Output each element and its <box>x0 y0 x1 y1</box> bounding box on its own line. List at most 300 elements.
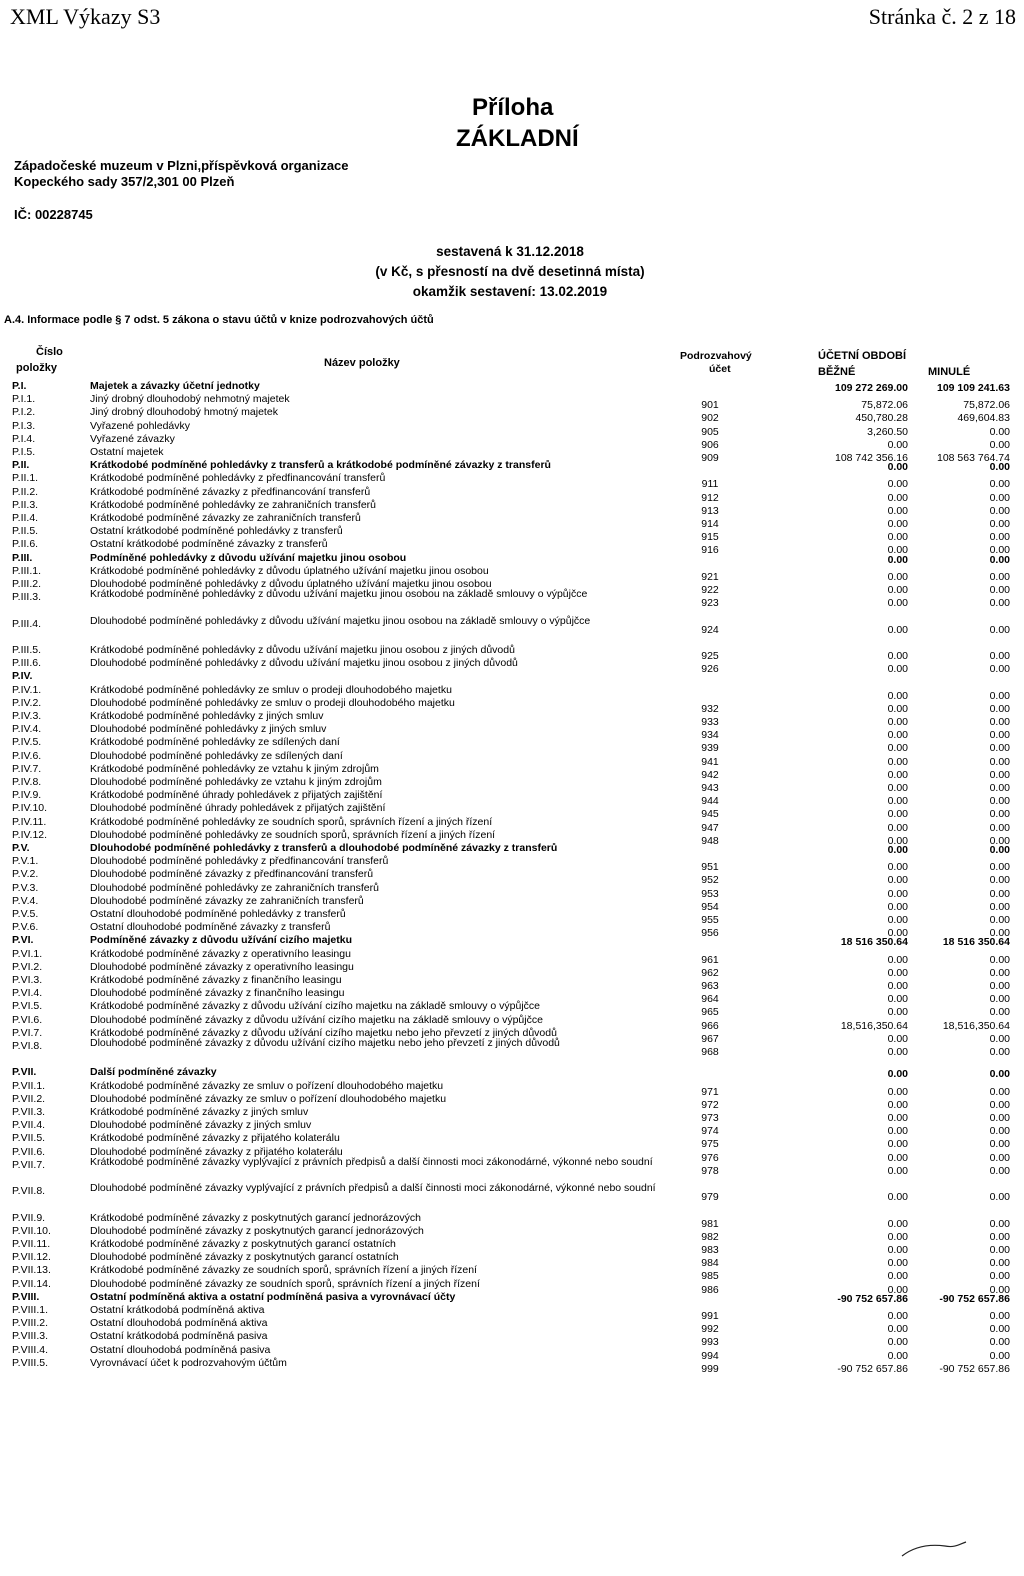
row-code: P.VII.4. <box>12 1119 46 1132</box>
row-code: P.V.5. <box>12 908 39 920</box>
row-code: P.VIII.5. <box>12 1356 48 1369</box>
row-current-value: 0.00 <box>887 1191 908 1204</box>
row-code: P.IV.5. <box>12 736 42 749</box>
row-name: Krátkodobé podmíněné závazky z poskytnutých garancí jednorázových <box>90 1211 421 1224</box>
row-name: Ostatní dlouhodobé podmíněné pohledávky z transferů <box>90 908 346 920</box>
row-current-value: 0.00 <box>887 834 908 847</box>
row-account: 945 <box>701 808 719 821</box>
row-current-value: 0.00 <box>887 544 908 557</box>
row-name: Krátkodobé podmíněné pohledávky z předfinancování transferů <box>90 472 386 485</box>
row-code: P.IV.12. <box>12 828 48 841</box>
row-code: P.I.5. <box>12 446 36 458</box>
row-current-value: 0.00 <box>887 518 908 530</box>
row-current-value: 0.00 <box>887 553 908 566</box>
row-account: 991 <box>701 1310 719 1322</box>
row-name: Dlouhodobé podmíněné pohledávky z důvodu užívání majetku jinou osobou z jiných důvodů <box>90 657 518 670</box>
row-previous-value: 0.00 <box>989 795 1010 808</box>
row-account: 973 <box>701 1112 719 1124</box>
row-account: 912 <box>701 491 719 504</box>
row-account: 955 <box>701 914 719 926</box>
row-name: Ostatní dlouhodobá podmíněná pasiva <box>90 1343 271 1356</box>
row-previous-value: 0.00 <box>989 900 1010 913</box>
row-previous-value: 0.00 <box>989 531 1010 544</box>
row-code: P.V.4. <box>12 894 39 907</box>
row-previous-value: 0.00 <box>989 755 1010 768</box>
row-current-value: 0.00 <box>887 980 908 992</box>
row-name: Jiný drobný dlouhodobý hmotný majetek <box>90 406 278 419</box>
row-previous-value: 0.00 <box>989 821 1010 834</box>
row-account: 939 <box>701 742 719 755</box>
row-current-value: 0.00 <box>887 478 908 491</box>
row-current-value: 0.00 <box>887 874 908 887</box>
row-previous-value: 0.00 <box>989 478 1010 491</box>
row-code: P.I.2. <box>12 406 36 419</box>
row-previous-value: 0.00 <box>989 1085 1010 1098</box>
row-code: P.I.4. <box>12 432 36 445</box>
row-code: P.VIII.4. <box>12 1343 48 1356</box>
row-code: P.III.1. <box>12 564 41 577</box>
signature-mark <box>900 1540 970 1560</box>
row-current-value: 0.00 <box>887 1068 908 1081</box>
row-account: 926 <box>701 663 719 676</box>
row-code: P.VIII.1. <box>12 1304 48 1316</box>
row-current-value: 0.00 <box>887 768 908 781</box>
row-account: 944 <box>701 795 719 808</box>
row-account: 983 <box>701 1244 719 1256</box>
row-name: Krátkodobé podmíněné závazky z jiných smluv <box>90 1106 309 1118</box>
row-previous-value: 0.00 <box>989 1138 1010 1151</box>
row-code: P.VI.8. <box>12 1040 43 1052</box>
row-previous-value: -90 752 657.86 <box>939 1362 1010 1375</box>
row-previous-value: 0.00 <box>989 808 1010 821</box>
row-account: 933 <box>701 716 719 728</box>
row-name: Dlouhodobé podmíněné závazky z poskytnutých garancí ostatních <box>90 1251 399 1264</box>
row-current-value: 0.00 <box>887 663 908 676</box>
row-account: 906 <box>701 438 719 451</box>
row-current-value: 0.00 <box>887 1310 908 1322</box>
row-name: Dlouhodobé podmíněné pohledávky ze zahraničních transferů <box>90 881 379 894</box>
row-name: Krátkodobé podmíněné pohledávky z důvodu užívání majetku jinou osobou z jiných důvodů <box>90 644 515 656</box>
row-code: P.IV.8. <box>12 776 42 788</box>
row-code: P.IV.9. <box>12 789 42 802</box>
row-current-value: 0.00 <box>887 927 908 940</box>
row-current-value: 0.00 <box>887 729 908 742</box>
row-previous-value: 0.00 <box>989 742 1010 755</box>
row-previous-value: 0.00 <box>989 966 1010 979</box>
row-account: 911 <box>701 478 719 491</box>
row-account: 925 <box>701 650 719 662</box>
row-code: P.V.3. <box>12 881 39 894</box>
row-current-value: 0.00 <box>887 1085 908 1098</box>
row-previous-value: 108 563 764.74 <box>937 452 1010 464</box>
row-previous-value: 0.00 <box>989 1032 1010 1045</box>
row-account: 975 <box>701 1138 719 1151</box>
row-account: 967 <box>701 1032 719 1045</box>
row-previous-value: 0.00 <box>989 1098 1010 1111</box>
row-previous-value: 0.00 <box>989 702 1010 715</box>
row-previous-value: 0.00 <box>989 1164 1010 1177</box>
row-name: Krátkodobé podmíněné závazky z operativního leasingu <box>90 947 351 960</box>
row-name: Dlouhodobé podmíněné závazky z finančního leasingu <box>90 987 345 1000</box>
row-name: Krátkodobé podmíněné pohledávky z transferů a krátkodobé podmíněné závazky z transferů <box>90 459 551 472</box>
row-current-value: 0.00 <box>887 650 908 662</box>
row-account: 956 <box>701 927 719 940</box>
row-account: 981 <box>701 1217 719 1230</box>
row-current-value: 0.00 <box>887 966 908 979</box>
row-previous-value: 0.00 <box>989 689 1010 702</box>
row-code: P.I.3. <box>12 419 36 432</box>
row-account: 976 <box>701 1151 719 1164</box>
row-name: Krátkodobé podmíněné pohledávky ze sdílených daní <box>90 736 340 749</box>
row-account: 943 <box>701 782 719 794</box>
row-account: 965 <box>701 1006 719 1019</box>
row-current-value: 0.00 <box>887 623 908 636</box>
row-name: Krátkodobé podmíněné závazky z přijatého kolaterálu <box>90 1132 340 1145</box>
row-name: Ostatní majetek <box>90 446 164 458</box>
row-code: P.II.4. <box>12 512 39 524</box>
row-code: P.VI.1. <box>12 947 43 960</box>
row-code: P.VI.3. <box>12 974 43 986</box>
row-code: P.VI.4. <box>12 987 43 1000</box>
row-account: 971 <box>701 1085 719 1098</box>
row-account: 934 <box>701 729 719 742</box>
row-current-value: 0.00 <box>887 1098 908 1111</box>
row-code: P.IV.2. <box>12 696 42 709</box>
row-previous-value: 0.00 <box>989 729 1010 742</box>
row-account: 947 <box>701 821 719 834</box>
row-current-value: 109 272 269.00 <box>835 382 908 394</box>
row-name: Krátkodobé podmíněné závazky z předfinancování transferů <box>90 485 371 498</box>
row-code: P.I. <box>12 380 27 392</box>
row-code: P.II.3. <box>12 498 39 511</box>
row-account: 913 <box>701 504 719 517</box>
row-name: Dlouhodobé podmíněné závazky z důvodu užívání cizího majetku na základě smlouvy o výpůjčce <box>90 1013 543 1026</box>
row-current-value: 0.00 <box>887 461 908 474</box>
row-name: Krátkodobé podmíněné pohledávky z důvodu úplatného užívání majetku jinou osobou <box>90 564 489 577</box>
row-previous-value: 0.00 <box>989 993 1010 1006</box>
row-previous-value: 0.00 <box>989 1068 1010 1081</box>
row-previous-value: 0.00 <box>989 518 1010 530</box>
row-account: 922 <box>701 584 719 596</box>
row-code: P.II.1. <box>12 472 39 485</box>
row-previous-value: 0.00 <box>989 1230 1010 1243</box>
row-account: 901 <box>701 399 719 412</box>
row-current-value: 0.00 <box>887 1032 908 1045</box>
row-previous-value: 0.00 <box>989 914 1010 926</box>
row-previous-value: 0.00 <box>989 1191 1010 1204</box>
row-previous-value: 0.00 <box>989 1151 1010 1164</box>
row-name: Krátkodobé podmíněné úhrady pohledávek z přijatých zajištění <box>90 789 383 802</box>
row-current-value: 0.00 <box>887 844 908 856</box>
row-current-value: 0.00 <box>887 808 908 821</box>
row-code: P.VII.6. <box>12 1145 46 1158</box>
row-code: P.III.2. <box>12 578 41 590</box>
row-previous-value: 0.00 <box>989 491 1010 504</box>
row-current-value: 0.00 <box>887 742 908 755</box>
row-code: P.IV.7. <box>12 762 42 775</box>
row-previous-value: 0.00 <box>989 597 1010 610</box>
row-code: P.III.4. <box>12 617 41 630</box>
row-account: 968 <box>701 1046 719 1058</box>
row-name: Krátkodobé podmíněné pohledávky z jiných smluv <box>90 710 324 722</box>
row-previous-value: 18 516 350.64 <box>942 936 1010 949</box>
row-previous-value: 0.00 <box>989 584 1010 596</box>
row-previous-value: 0.00 <box>989 1244 1010 1256</box>
row-current-value: 75,872.06 <box>861 399 908 412</box>
row-account: 902 <box>701 412 719 425</box>
row-name: Dlouhodobé podmíněné pohledávky ze smluv o prodeji dlouhodobého majetku <box>90 696 455 709</box>
row-previous-value: 0.00 <box>989 544 1010 557</box>
row-account: 966 <box>701 1019 719 1032</box>
row-name: Majetek a závazky účetní jednotky <box>90 380 260 392</box>
row-current-value: 450,780.28 <box>855 412 908 425</box>
row-code: P.VII.1. <box>12 1079 46 1092</box>
row-code: P.VI.6. <box>12 1013 43 1026</box>
row-code: P.VII.2. <box>12 1092 46 1105</box>
row-code: P.IV.1. <box>12 683 42 696</box>
header-left: XML Výkazy S3 <box>10 4 161 29</box>
row-previous-value: 0.00 <box>989 874 1010 887</box>
row-previous-value: 0.00 <box>989 834 1010 847</box>
row-previous-value: 0.00 <box>989 1336 1010 1349</box>
row-code: P.VI.7. <box>12 1026 43 1039</box>
row-previous-value: 0.00 <box>989 1046 1010 1058</box>
row-current-value: 0.00 <box>887 1323 908 1336</box>
row-code: P.III.5. <box>12 644 41 656</box>
row-account: 916 <box>701 544 719 557</box>
row-previous-value: 0.00 <box>989 716 1010 728</box>
row-account: 993 <box>701 1336 719 1349</box>
row-account: 999 <box>701 1362 719 1375</box>
row-name: Krátkodobé podmíněné závazky z důvodu užívání cizího majetku nebo jeho převzetí z jiných důvodů <box>90 1026 557 1039</box>
row-name: Podmíněné závazky z důvodu užívání cizího majetku <box>90 934 352 947</box>
row-account: 992 <box>701 1323 719 1336</box>
row-code: P.IV.6. <box>12 749 42 762</box>
org-ic: IČ: 00228745 <box>14 207 93 222</box>
row-account: 985 <box>701 1270 719 1283</box>
col-current-header: BĚŽNÉ <box>818 366 856 378</box>
row-name: Ostatní dlouhodobé podmíněné závazky z transferů <box>90 921 331 934</box>
row-name: Krátkodobé podmíněné závazky ze soudních sporů, správních řízení a jiných řízení <box>90 1264 477 1277</box>
row-previous-value: 0.00 <box>989 1283 1010 1296</box>
row-code: P.IV.3. <box>12 710 42 722</box>
row-code: P.VI. <box>12 934 34 947</box>
row-previous-value: 0.00 <box>989 1217 1010 1230</box>
row-current-value: 0.00 <box>887 1151 908 1164</box>
row-current-value: 0.00 <box>887 1125 908 1138</box>
row-name: Vyřazené pohledávky <box>90 419 191 432</box>
row-previous-value: 0.00 <box>989 504 1010 517</box>
compile-moment: okamžik sestavení: 13.02.2019 <box>412 284 608 299</box>
row-account: 924 <box>701 623 719 636</box>
row-name: Krátkodobé podmíněné závazky vyplývající z právních předpisů a další činnosti moci zákonodárné, výkonné nebo soudní <box>90 1155 653 1168</box>
row-current-value: 0.00 <box>887 491 908 504</box>
row-account: 951 <box>701 861 719 874</box>
table-row <box>0 614 1024 638</box>
row-name: Dlouhodobé podmíněné závazky z přijatého kolaterálu <box>90 1145 343 1158</box>
row-name: Dlouhodobé podmíněné pohledávky z předfinancování transferů <box>90 855 389 868</box>
row-previous-value: 0.00 <box>989 1257 1010 1270</box>
row-current-value: -90 752 657.86 <box>837 1362 908 1375</box>
row-previous-value: 109 109 241.63 <box>937 382 1010 394</box>
row-name: Dlouhodobé podmíněné závazky ze zahraničních transferů <box>90 894 364 907</box>
row-previous-value: 75,872.06 <box>963 399 1010 412</box>
row-name: Ostatní dlouhodobá podmíněná aktiva <box>90 1317 268 1330</box>
row-code: P.VII.13. <box>12 1264 51 1277</box>
row-account: 982 <box>701 1230 719 1243</box>
row-name: Dlouhodobé podmíněné pohledávky z transferů a dlouhodobé podmíněné závazky z transferů <box>90 842 558 854</box>
row-name: Vyrovnávací účet k podrozvahovým účtům <box>90 1356 287 1369</box>
row-current-value: 0.00 <box>887 438 908 451</box>
row-account: 952 <box>701 874 719 887</box>
row-current-value: 0.00 <box>887 1349 908 1362</box>
row-name: Krátkodobé podmíněné pohledávky ze smluv o prodeji dlouhodobého majetku <box>90 683 452 696</box>
row-code: P.IV.4. <box>12 723 42 736</box>
row-previous-value: 0.00 <box>989 461 1010 474</box>
row-previous-value: 0.00 <box>989 768 1010 781</box>
col-code-header-2: položky <box>16 362 57 374</box>
row-current-value: 0.00 <box>887 716 908 728</box>
row-name: Krátkodobé podmíněné závazky z finančního leasingu <box>90 974 342 986</box>
row-name: Dlouhodobé podmíněné pohledávky z důvodu úplatného užívání majetku jinou osobou <box>90 578 492 590</box>
row-current-value: 0.00 <box>887 689 908 702</box>
row-code: P.VI.2. <box>12 960 43 973</box>
row-name: Ostatní krátkodobé podmíněné závazky z transferů <box>90 538 328 551</box>
row-current-value: 0.00 <box>887 1283 908 1296</box>
row-code: P.II.6. <box>12 538 39 551</box>
row-code: P.VIII.2. <box>12 1317 48 1330</box>
row-name: Podmíněné pohledávky z důvodu užívání majetku jinou osobou <box>90 551 407 564</box>
row-current-value: 0.00 <box>887 821 908 834</box>
row-name: Krátkodobé podmíněné pohledávky ze vztahu k jiným zdrojům <box>90 762 379 775</box>
row-current-value: 0.00 <box>887 993 908 1006</box>
row-previous-value: 0.00 <box>989 438 1010 451</box>
row-code: P.VII.3. <box>12 1106 46 1118</box>
row-current-value: 0.00 <box>887 1112 908 1124</box>
row-code: P.IV.11. <box>12 815 47 828</box>
section-title: A.4. Informace podle § 7 odst. 5 zákona o stavu účtů v knize podrozvahových účtů <box>4 314 434 326</box>
row-code: P.VII.5. <box>12 1132 46 1145</box>
row-previous-value: 0.00 <box>989 1270 1010 1283</box>
row-account: 974 <box>701 1125 719 1138</box>
row-current-value: 0.00 <box>887 504 908 517</box>
row-name: Krátkodobé podmíněné závazky z důvodu užívání cizího majetku na základě smlouvy o výpůjčce <box>90 1000 540 1013</box>
row-current-value: 18 516 350.64 <box>840 936 908 949</box>
row-current-value: 0.00 <box>887 1230 908 1243</box>
row-previous-value: 0.00 <box>989 1125 1010 1138</box>
row-previous-value: 0.00 <box>989 553 1010 566</box>
row-current-value: 0.00 <box>887 914 908 926</box>
row-code: P.VII.10. <box>12 1224 51 1237</box>
row-previous-value: 0.00 <box>989 663 1010 676</box>
row-name: Ostatní krátkodobé podmíněné pohledávky z transferů <box>90 525 343 538</box>
row-code: P.V.6. <box>12 921 39 934</box>
col-code-header: Číslo <box>36 346 63 358</box>
row-previous-value: 0.00 <box>989 887 1010 900</box>
row-account: 914 <box>701 518 719 530</box>
row-name: Dlouhodobé podmíněné pohledávky z jiných smluv <box>90 723 327 736</box>
row-previous-value: 18,516,350.64 <box>942 1019 1010 1032</box>
row-code: P.VII.7. <box>12 1158 46 1171</box>
col-period-header: ÚČETNÍ OBDOBÍ <box>818 350 906 362</box>
row-previous-value: 469,604.83 <box>957 412 1010 425</box>
row-account: 909 <box>701 452 719 464</box>
row-account: 941 <box>701 755 719 768</box>
row-name: Krátkodobé podmíněné závazky z poskytnutých garancí ostatních <box>90 1238 396 1250</box>
row-current-value: 0.00 <box>887 584 908 596</box>
col-acct-header: Podrozvahový <box>680 350 752 362</box>
row-current-value: 0.00 <box>887 597 908 610</box>
row-name: Jiný drobný dlouhodobý nehmotný majetek <box>90 393 290 406</box>
precision-note: (v Kč, s přesností na dvě desetinná místa) <box>375 264 645 279</box>
row-previous-value: 0.00 <box>989 425 1010 438</box>
row-previous-value: 0.00 <box>989 844 1010 856</box>
row-name: Dlouhodobé podmíněné pohledávky z důvodu užívání majetku jinou osobou na základě smlouvy o výpůjčce <box>90 614 591 627</box>
row-previous-value: 0.00 <box>989 650 1010 662</box>
row-name: Dlouhodobé podmíněné závazky ze soudních sporů, správních řízení a jiných řízení <box>90 1277 480 1290</box>
row-current-value: 0.00 <box>887 1138 908 1151</box>
row-previous-value: -90 752 657.86 <box>939 1292 1010 1305</box>
row-account: 984 <box>701 1257 719 1270</box>
col-acct-header-2: účet <box>709 363 731 375</box>
row-previous-value: 0.00 <box>989 861 1010 874</box>
col-previous-header: MINULÉ <box>928 366 971 378</box>
row-account: 963 <box>701 980 719 992</box>
row-name: Dlouhodobé podmíněné závazky z předfinancování transferů <box>90 868 374 881</box>
col-name-header: Název položky <box>324 357 400 369</box>
row-current-value: 0.00 <box>887 900 908 913</box>
row-account: 964 <box>701 993 719 1006</box>
row-previous-value: 0.00 <box>989 1310 1010 1322</box>
row-account: 972 <box>701 1098 719 1111</box>
title-zakladni: ZÁKLADNÍ <box>456 125 579 152</box>
row-code: P.V. <box>12 842 30 854</box>
row-account: 932 <box>701 702 719 715</box>
row-name: Ostatní podmíněná aktiva a ostatní podmíněná pasiva a vyrovnávací účty <box>90 1290 456 1303</box>
row-name: Dlouhodobé podmíněné závazky z jiných smluv <box>90 1119 312 1132</box>
row-code: P.III.6. <box>12 657 41 670</box>
row-previous-value: 0.00 <box>989 1349 1010 1362</box>
row-account: 961 <box>701 953 719 966</box>
row-name: Ostatní krátkodobá podmíněná pasiva <box>90 1330 268 1343</box>
row-name: Krátkodobé podmíněné závazky ze smluv o pořízení dlouhodobého majetku <box>90 1079 444 1092</box>
row-current-value: -90 752 657.86 <box>837 1292 908 1305</box>
row-account: 921 <box>701 570 719 583</box>
row-current-value: 0.00 <box>887 755 908 768</box>
row-name: Dlouhodobé podmíněné pohledávky ze vztahu k jiným zdrojům <box>90 776 382 788</box>
row-previous-value: 0.00 <box>989 927 1010 940</box>
row-previous-value: 0.00 <box>989 570 1010 583</box>
row-account: 978 <box>701 1164 719 1177</box>
row-account: 994 <box>701 1349 719 1362</box>
row-account: 942 <box>701 768 719 781</box>
table-row <box>0 1182 1024 1205</box>
row-name: Dlouhodobé podmíněné závazky z operativního leasingu <box>90 960 354 973</box>
row-account: 954 <box>701 900 719 913</box>
row-name: Dlouhodobé podmíněné závazky ze smluv o pořízení dlouhodobého majetku <box>90 1092 447 1105</box>
row-account: 915 <box>701 531 719 544</box>
row-code: P.VII.12. <box>12 1251 51 1264</box>
row-code: P.II.2. <box>12 485 39 498</box>
row-previous-value: 0.00 <box>989 953 1010 966</box>
row-current-value: 0.00 <box>887 795 908 808</box>
row-name: Další podmíněné závazky <box>90 1066 217 1079</box>
row-name: Dlouhodobé podmíněné závazky z poskytnutých garancí jednorázových <box>90 1224 424 1237</box>
row-current-value: 0.00 <box>887 1164 908 1177</box>
row-previous-value: 0.00 <box>989 1006 1010 1019</box>
row-name: Ostatní krátkodobá podmíněná aktiva <box>90 1304 265 1316</box>
org-address: Kopeckého sady 357/2,301 00 Plzeň <box>14 174 235 189</box>
